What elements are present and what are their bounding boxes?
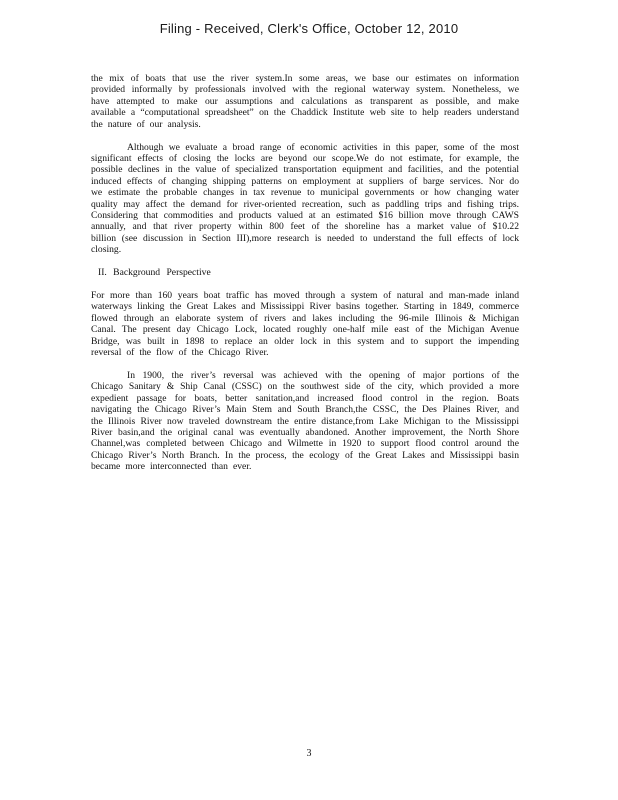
- paragraph-reversal: In 1900, the river’s reversal was achieved with the opening of major portions of the Chicago Sanitary & Ship Canal (CSSC) on the southwest side of the city, which provided a more expedient passage for boats, better sanitation,and increased flood control in the region. Boats navigating the Chicago River’s Main Stem and South Branch,the CSSC, the Des Plaines River, and the Illinois River now traveled downstream the entire distance,from Lake Michigan to the Mississippi River basin,and the original canal was eventually abandoned. Another improvement, the North Shore Channel,was completed between Chicago and Wilmette in 1920 to support flood control around the Chicago River’s North Branch. In the process, the ecology of the Great Lakes and Mississippi basin became more interconnected than ever.: [91, 369, 519, 473]
- document-body: [91, 73, 519, 484]
- section-heading: II. Background Perspective: [98, 267, 211, 279]
- paragraph-history: For more than 160 years boat traffic has moved through a system of natural and man-made inland waterways linking the Great Lakes and Mississippi River basins together. Starting in 1849, commerce flowed through an elaborate system of rivers and lakes including the 96-mile Illinois & Michigan Canal. The present day Chicago Lock, located roughly one-half mile east of the Michigan Avenue Bridge, was built in 1898 to replace an older lock in this system and to support the impending reversal of the flow of the Chicago River.: [91, 290, 519, 359]
- paragraph-methodology: the mix of boats that use the river system.In some areas, we base our estimates on information provided informally by professionals involved with the regional waterway system. Nonetheless, we have attempted to make our assumptions and calculations as transparent as possible, and make available a “computational spreadsheet” on the Chaddick Institute web site to help readers understand the nature of our analysis.: [91, 73, 519, 130]
- paragraph-scope: Although we evaluate a broad range of economic activities in this paper, some of the most significant effects of closing the locks are beyond our scope.We do not estimate, for example, the possible declines in the value of specialized transportation equipment and facilities, and the potential induced effects of changing shipping patterns on employment at suppliers of barge services. Nor do we estimate the probable changes in tax revenue to municipal governments or how changing water quality may affect the demand for river-oriented recreation, such as paddling trips and fishing trips. Considering that commodities and products valued at an estimated $16 billion move through CAWS annually, and that river property within 800 feet of the shoreline has a market value of $10.22 billion (see discussion in Section III),more research is needed to understand the full effects of lock closing.: [91, 141, 519, 256]
- page-number: 3: [306, 748, 312, 759]
- filing-header: Filing - Received, Clerk's Office, October 12, 2010: [159, 21, 459, 36]
